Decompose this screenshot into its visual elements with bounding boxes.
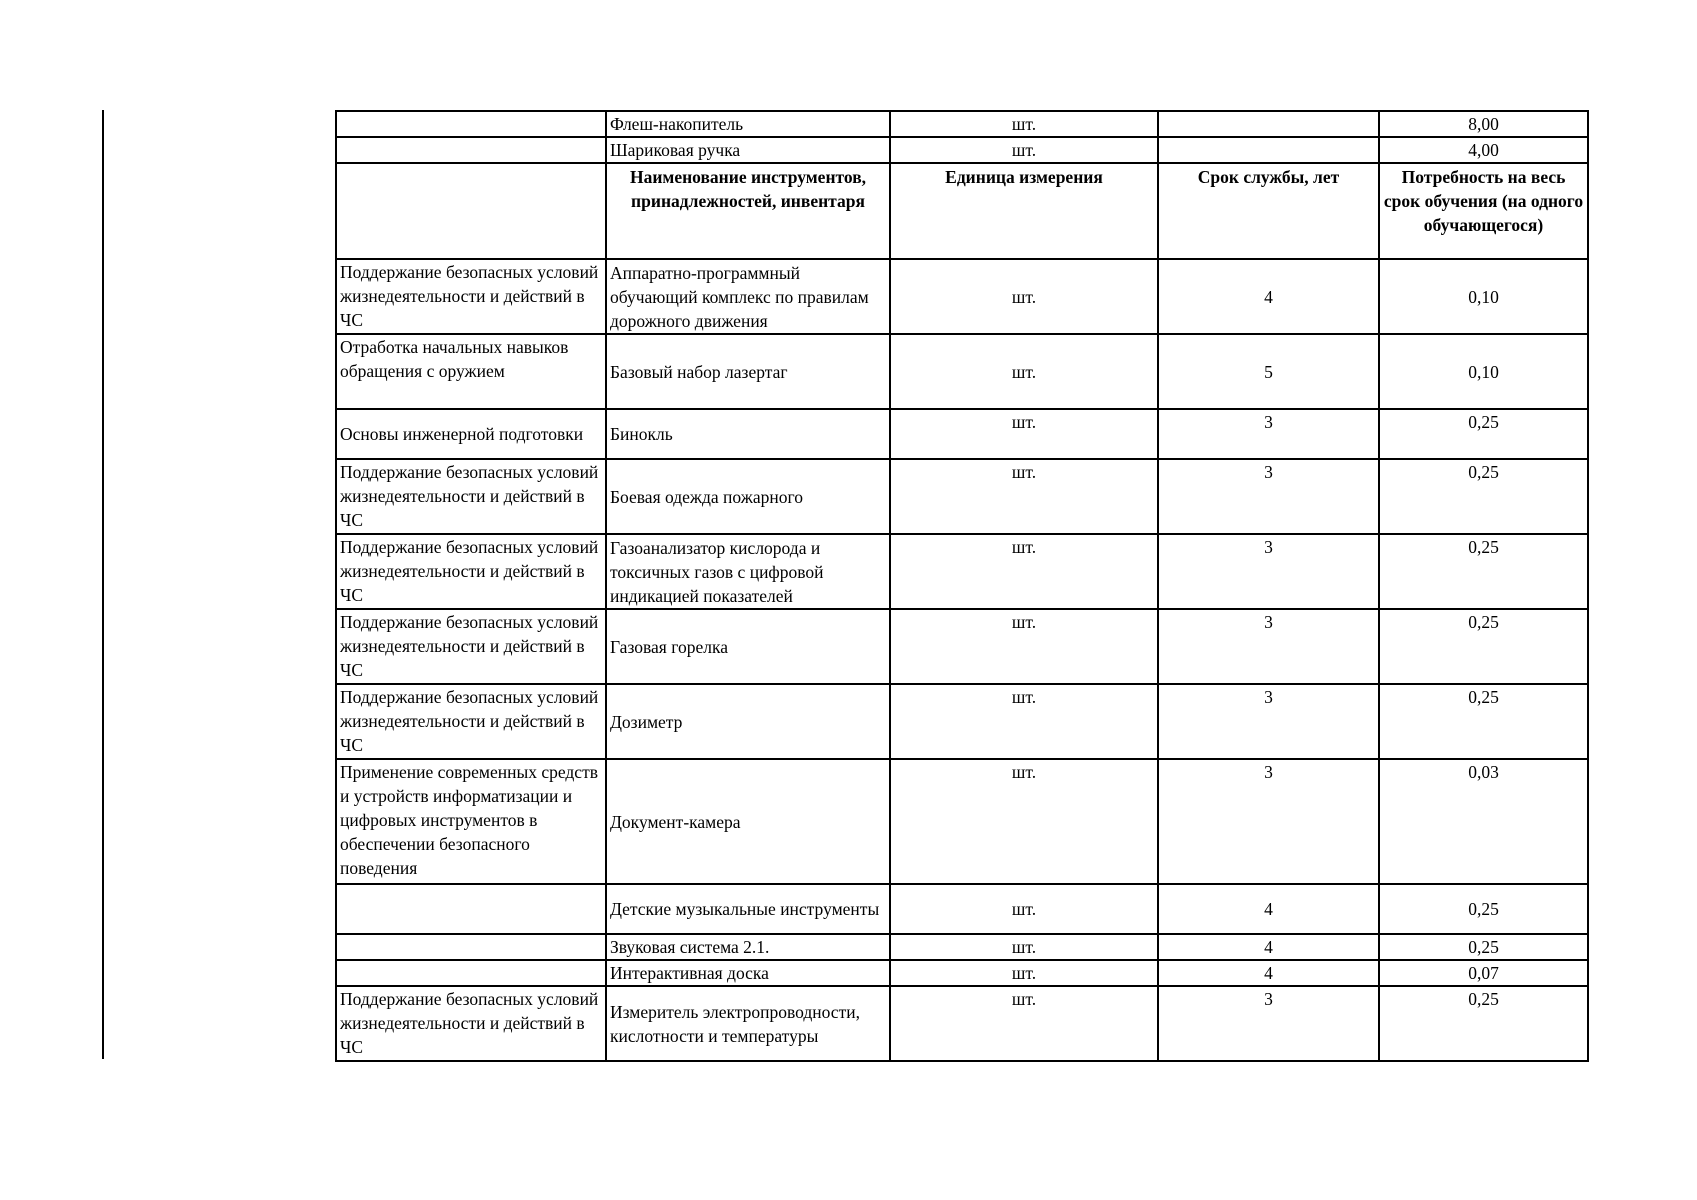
cell-life: 4 <box>1158 259 1379 334</box>
cell-name: Аппаратно-программный обучающий комплекс по правилам дорожного движения <box>606 259 890 334</box>
cell-life: 3 <box>1158 459 1379 534</box>
cell-area: Поддержание безопасных условий жизнедеятельности и действий в ЧС <box>336 609 606 684</box>
cell-unit: шт. <box>890 409 1158 459</box>
cell-unit: шт. <box>890 137 1158 163</box>
cell-area <box>336 934 606 960</box>
table-row <box>336 259 1588 334</box>
table-row <box>336 934 1588 960</box>
table-row <box>336 111 1588 137</box>
cell-need: 0,07 <box>1379 960 1588 986</box>
cell-life: 3 <box>1158 759 1379 884</box>
cell-name: Дозиметр <box>606 684 890 759</box>
cell-unit: шт. <box>890 459 1158 534</box>
cell-area: Поддержание безопасных условий жизнедеятельности и действий в ЧС <box>336 534 606 609</box>
table-row <box>336 534 1588 609</box>
table-row <box>336 137 1588 163</box>
cell-need: 0,10 <box>1379 259 1588 334</box>
cell-area: Поддержание безопасных условий жизнедеятельности и действий в ЧС <box>336 986 606 1061</box>
cell-need: 0,25 <box>1379 884 1588 934</box>
cell-unit: шт. <box>890 609 1158 684</box>
cell-name: Документ-камера <box>606 759 890 884</box>
cell-life: 5 <box>1158 334 1379 409</box>
cell-area: Основы инженерной подготовки <box>336 409 606 459</box>
cell-name: Измеритель электропроводности, кислотности и температуры <box>606 986 890 1061</box>
table-row <box>336 684 1588 759</box>
cell-unit: шт. <box>890 534 1158 609</box>
page-margin-line <box>102 110 104 1059</box>
header-need: Потребность на весь срок обучения (на одного обучающегося) <box>1379 163 1588 259</box>
cell-unit: шт. <box>890 986 1158 1061</box>
cell-unit: шт. <box>890 111 1158 137</box>
cell-life: 3 <box>1158 609 1379 684</box>
header-unit: Единица измерения <box>890 163 1158 259</box>
cell-need: 0,25 <box>1379 609 1588 684</box>
cell-need: 0,25 <box>1379 934 1588 960</box>
cell-area <box>336 960 606 986</box>
cell-unit: шт. <box>890 759 1158 884</box>
cell-name: Бинокль <box>606 409 890 459</box>
cell-name: Боевая одежда пожарного <box>606 459 890 534</box>
table-row <box>336 459 1588 534</box>
cell-need: 0,25 <box>1379 459 1588 534</box>
cell-life: 3 <box>1158 409 1379 459</box>
cell-area: Поддержание безопасных условий жизнедеятельности и действий в ЧС <box>336 459 606 534</box>
cell-name: Газоанализатор кислорода и токсичных газов с цифровой индикацией показателей <box>606 534 890 609</box>
cell-area: Применение современных средств и устройств информатизации и цифровых инструментов в обеспечении безопасного поведения <box>336 759 606 884</box>
cell-name: Шариковая ручка <box>606 137 890 163</box>
cell-name: Звуковая система 2.1. <box>606 934 890 960</box>
cell-unit: шт. <box>890 334 1158 409</box>
cell-need: 0,25 <box>1379 409 1588 459</box>
cell-life: 3 <box>1158 986 1379 1061</box>
table-row <box>336 409 1588 459</box>
cell-life <box>1158 137 1379 163</box>
cell-need: 0,03 <box>1379 759 1588 884</box>
cell-need: 4,00 <box>1379 137 1588 163</box>
cell-life: 3 <box>1158 684 1379 759</box>
header-life: Срок службы, лет <box>1158 163 1379 259</box>
table-row <box>336 986 1588 1061</box>
cell-area <box>336 884 606 934</box>
header-name: Наименование инструментов, принадлежностей, инвентаря <box>606 163 890 259</box>
cell-unit: шт. <box>890 934 1158 960</box>
cell-unit: шт. <box>890 960 1158 986</box>
cell-area <box>336 137 606 163</box>
cell-name: Газовая горелка <box>606 609 890 684</box>
cell-area: Поддержание безопасных условий жизнедеятельности и действий в ЧС <box>336 684 606 759</box>
table-row <box>336 960 1588 986</box>
cell-life: 3 <box>1158 534 1379 609</box>
cell-need: 0,25 <box>1379 986 1588 1061</box>
cell-life: 4 <box>1158 884 1379 934</box>
cell-unit: шт. <box>890 259 1158 334</box>
cell-area: Поддержание безопасных условий жизнедеятельности и действий в ЧС <box>336 259 606 334</box>
cell-need: 8,00 <box>1379 111 1588 137</box>
table-row <box>336 334 1588 409</box>
table-row <box>336 609 1588 684</box>
cell-life: 4 <box>1158 934 1379 960</box>
header-area <box>336 163 606 259</box>
cell-unit: шт. <box>890 884 1158 934</box>
cell-life: 4 <box>1158 960 1379 986</box>
cell-need: 0,10 <box>1379 334 1588 409</box>
table-row <box>336 759 1588 884</box>
cell-name: Интерактивная доска <box>606 960 890 986</box>
equipment-table <box>335 110 1589 1062</box>
cell-name: Базовый набор лазертаг <box>606 334 890 409</box>
cell-name: Флеш-накопитель <box>606 111 890 137</box>
cell-unit: шт. <box>890 684 1158 759</box>
cell-need: 0,25 <box>1379 684 1588 759</box>
cell-need: 0,25 <box>1379 534 1588 609</box>
table-header-row <box>336 163 1588 259</box>
cell-area <box>336 111 606 137</box>
cell-life <box>1158 111 1379 137</box>
cell-name: Детские музыкальные инструменты <box>606 884 890 934</box>
cell-area: Отработка начальных навыков обращения с оружием <box>336 334 606 409</box>
table-row <box>336 884 1588 934</box>
